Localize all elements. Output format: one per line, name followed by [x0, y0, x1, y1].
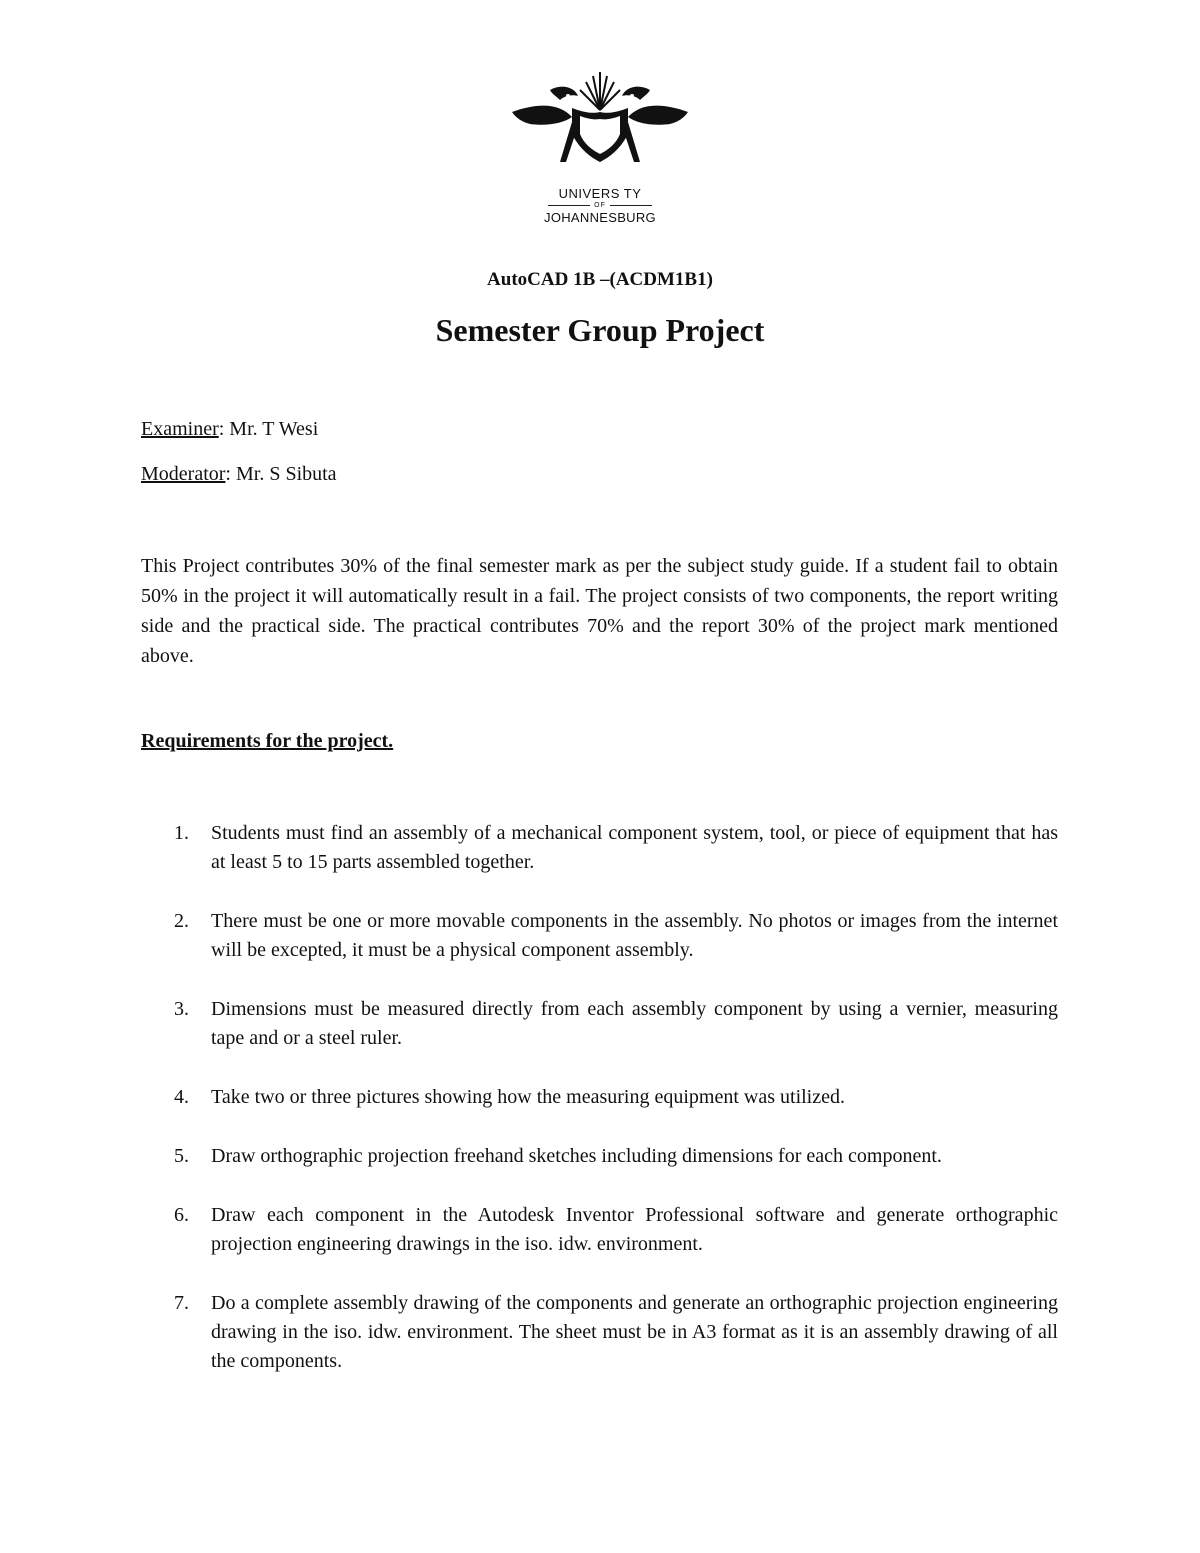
list-item-number: 2.: [174, 910, 189, 932]
page-title: Semester Group Project: [435, 312, 765, 348]
requirements-heading: Requirements for the project.: [141, 730, 394, 752]
list-item-text: Draw each component in the Autodesk Inventor Professional software and generate orthographic projection engineering drawings in the iso. idw. environment.: [211, 1204, 1058, 1255]
list-item: [141, 995, 1058, 1053]
list-item-number: 5.: [174, 1145, 189, 1167]
university-logo: [500, 62, 700, 232]
list-item-text: Take two or three pictures showing how the measuring equipment was utilized.: [211, 1086, 845, 1108]
list-item-text: Do a complete assembly drawing of the components and generate an orthographic projection engineering drawing in the iso. idw. environment. The sheet must be in A3 format as it is an assembly drawing of all the components.: [211, 1292, 1058, 1372]
course-code: AutoCAD 1B –(ACDM1B1): [487, 269, 713, 290]
list-item: [141, 1201, 1058, 1259]
moderator-line: [141, 463, 337, 486]
list-item: [141, 1142, 1058, 1171]
requirements-list: [141, 819, 1058, 1406]
examiner-label: Examiner: [141, 418, 219, 440]
list-item: [141, 1083, 1058, 1112]
logo-text-university: UNIVERS TY: [558, 186, 642, 201]
list-item-number: 1.: [174, 822, 189, 844]
list-item: [141, 819, 1058, 877]
list-item-number: 4.: [174, 1086, 189, 1108]
examiner-line: [141, 418, 318, 441]
logo-text-johannesburg: JOHANNESBURG: [544, 210, 656, 225]
examiner-value: : Mr. T Wesi: [218, 418, 319, 440]
list-item: [141, 907, 1058, 965]
list-item-number: 3.: [174, 998, 189, 1020]
logo-text-of: OF: [500, 202, 700, 209]
list-item-text: Dimensions must be measured directly from each assembly component by using a vernier, measuring tape and or a steel ruler.: [211, 998, 1058, 1049]
intro-paragraph: This Project contributes 30% of the final semester mark as per the subject study guide. If a student fail to obtain 50% in the project it will automatically result in a fail. The project consists of two components, the report writing side and the practical side. The practical contributes 70% and the report 30% of the project mark mentioned above.: [141, 555, 1058, 667]
list-item-number: 6.: [174, 1204, 189, 1226]
list-item: [141, 1289, 1058, 1376]
list-item-number: 7.: [174, 1292, 189, 1314]
list-item-text: Draw orthographic projection freehand sketches including dimensions for each component.: [211, 1145, 942, 1167]
list-item-text: There must be one or more movable components in the assembly. No photos or images from the internet will be excepted, it must be a physical component assembly.: [211, 910, 1058, 961]
moderator-label: Moderator: [141, 463, 226, 485]
list-item-text: Students must find an assembly of a mechanical component system, tool, or piece of equipment that has at least 5 to 15 parts assembled together.: [211, 822, 1058, 873]
moderator-value: : Mr. S Sibuta: [225, 463, 337, 485]
university-crest-icon: [500, 62, 700, 172]
